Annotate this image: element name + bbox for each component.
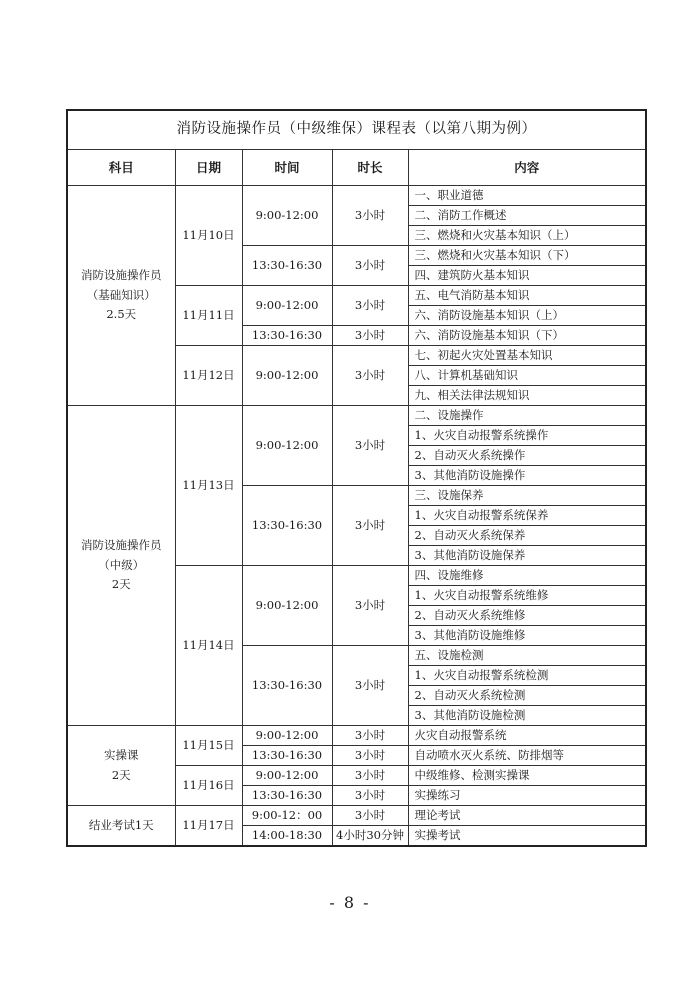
subject-cell bbox=[67, 186, 175, 406]
content-cell: 四、建筑防火基本知识 bbox=[408, 266, 646, 286]
time-cell: 13:30-16:30 bbox=[242, 786, 332, 806]
content-cell: 1、火灾自动报警系统操作 bbox=[408, 426, 646, 446]
date-cell: 11月15日 bbox=[175, 726, 242, 766]
time-cell: 9:00-12:00 bbox=[242, 566, 332, 646]
subject-line: 2.5天 bbox=[106, 307, 137, 322]
date-cell: 11月14日 bbox=[175, 566, 242, 726]
date-cell: 11月13日 bbox=[175, 406, 242, 566]
content-cell: 2、自动灭火系统维修 bbox=[408, 606, 646, 626]
subject-line: 实操课 bbox=[104, 747, 139, 762]
date-cell: 11月12日 bbox=[175, 346, 242, 406]
duration-cell: 3小时 bbox=[332, 786, 408, 806]
content-cell: 实操考试 bbox=[408, 826, 646, 847]
content-cell: 火灾自动报警系统 bbox=[408, 726, 646, 746]
duration-cell: 3小时 bbox=[332, 246, 408, 286]
subject-cell bbox=[67, 726, 175, 806]
time-cell: 9:00-12:00 bbox=[242, 346, 332, 406]
content-cell: 3、其他消防设施操作 bbox=[408, 466, 646, 486]
time-cell: 9:00-12:00 bbox=[242, 406, 332, 486]
content-cell: 七、初起火灾处置基本知识 bbox=[408, 346, 646, 366]
content-cell: 二、设施操作 bbox=[408, 406, 646, 426]
duration-cell: 3小时 bbox=[332, 726, 408, 746]
subject-line: 2天 bbox=[111, 577, 131, 592]
content-cell: 中级维修、检测实操课 bbox=[408, 766, 646, 786]
content-cell: 五、电气消防基本知识 bbox=[408, 286, 646, 306]
subject-cell bbox=[67, 406, 175, 726]
content-cell: 3、其他消防设施保养 bbox=[408, 546, 646, 566]
subject-cell bbox=[67, 806, 175, 847]
content-cell: 三、燃烧和火灾基本知识（上） bbox=[408, 226, 646, 246]
content-cell: 3、其他消防设施检测 bbox=[408, 706, 646, 726]
content-cell: 3、其他消防设施维修 bbox=[408, 626, 646, 646]
date-cell: 11月16日 bbox=[175, 766, 242, 806]
date-cell: 11月11日 bbox=[175, 286, 242, 346]
subject-line: （中级） bbox=[98, 557, 145, 572]
content-cell: 2、自动灭火系统保养 bbox=[408, 526, 646, 546]
date-cell: 11月10日 bbox=[175, 186, 242, 286]
time-cell: 13:30-16:30 bbox=[242, 646, 332, 726]
time-cell: 14:00-18:30 bbox=[242, 826, 332, 847]
duration-cell: 3小时 bbox=[332, 186, 408, 246]
duration-cell: 3小时 bbox=[332, 346, 408, 406]
time-cell: 9:00-12:00 bbox=[242, 286, 332, 326]
time-cell: 9:00-12:00 bbox=[242, 726, 332, 746]
duration-cell: 3小时 bbox=[332, 566, 408, 646]
time-cell: 13:30-16:30 bbox=[242, 486, 332, 566]
duration-cell: 3小时 bbox=[332, 486, 408, 566]
subject-line: 消防设施操作员 bbox=[81, 538, 162, 553]
content-cell: 1、火灾自动报警系统检测 bbox=[408, 666, 646, 686]
header-content: 内容 bbox=[408, 150, 646, 186]
subject-line: 结业考试1天 bbox=[88, 817, 154, 832]
content-cell: 2、自动灭火系统检测 bbox=[408, 686, 646, 706]
content-cell: 四、设施维修 bbox=[408, 566, 646, 586]
duration-cell: 4小时30分钟 bbox=[332, 826, 408, 847]
content-cell: 理论考试 bbox=[408, 806, 646, 826]
header-subject: 科目 bbox=[67, 150, 175, 186]
content-cell: 三、燃烧和火灾基本知识（下） bbox=[408, 246, 646, 266]
header-duration: 时长 bbox=[332, 150, 408, 186]
content-cell: 六、消防设施基本知识（上） bbox=[408, 306, 646, 326]
content-cell: 二、消防工作概述 bbox=[408, 206, 646, 226]
duration-cell: 3小时 bbox=[332, 766, 408, 786]
duration-cell: 3小时 bbox=[332, 646, 408, 726]
time-cell: 13:30-16:30 bbox=[242, 746, 332, 766]
subject-line: 消防设施操作员 bbox=[81, 268, 162, 283]
content-cell: 1、火灾自动报警系统维修 bbox=[408, 586, 646, 606]
content-cell: 三、设施保养 bbox=[408, 486, 646, 506]
subject-line: （基础知识） bbox=[86, 287, 156, 302]
table-title: 消防设施操作员（中级维保）课程表（以第八期为例） bbox=[67, 110, 646, 150]
content-cell: 一、职业道德 bbox=[408, 186, 646, 206]
duration-cell: 3小时 bbox=[332, 286, 408, 326]
header-time: 时间 bbox=[242, 150, 332, 186]
content-cell: 九、相关法律法规知识 bbox=[408, 386, 646, 406]
header-date: 日期 bbox=[175, 150, 242, 186]
date-cell: 11月17日 bbox=[175, 806, 242, 847]
duration-cell: 3小时 bbox=[332, 326, 408, 346]
time-cell: 9:00-12:00 bbox=[242, 766, 332, 786]
duration-cell: 3小时 bbox=[332, 806, 408, 826]
subject-line: 2天 bbox=[111, 767, 131, 782]
content-cell: 六、消防设施基本知识（下） bbox=[408, 326, 646, 346]
content-cell: 八、计算机基础知识 bbox=[408, 366, 646, 386]
time-cell: 9:00-12：00 bbox=[242, 806, 332, 826]
page-number: - 8 - bbox=[329, 893, 371, 912]
content-cell: 五、设施检测 bbox=[408, 646, 646, 666]
content-cell: 实操练习 bbox=[408, 786, 646, 806]
duration-cell: 3小时 bbox=[332, 746, 408, 766]
time-cell: 9:00-12:00 bbox=[242, 186, 332, 246]
content-cell: 2、自动灭火系统操作 bbox=[408, 446, 646, 466]
time-cell: 13:30-16:30 bbox=[242, 326, 332, 346]
duration-cell: 3小时 bbox=[332, 406, 408, 486]
content-cell: 自动喷水灭火系统、防排烟等 bbox=[408, 746, 646, 766]
time-cell: 13:30-16:30 bbox=[242, 246, 332, 286]
course-schedule-table bbox=[66, 109, 647, 847]
content-cell: 1、火灾自动报警系统保养 bbox=[408, 506, 646, 526]
